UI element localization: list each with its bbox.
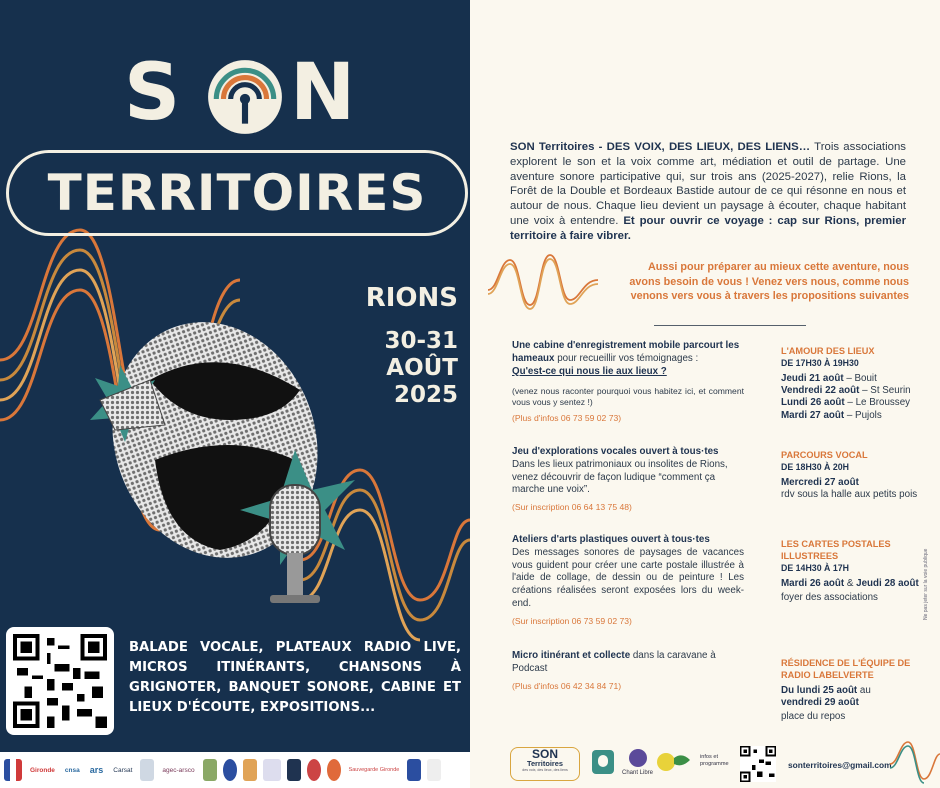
partner-logos — [0, 752, 470, 788]
schedule-cartes-postales — [781, 538, 940, 604]
activity-title: Micro itinérant et collecte — [512, 650, 631, 661]
title-letter-n: N — [290, 48, 360, 138]
schedule-line: place du repos — [781, 711, 846, 723]
schedule-line: Lundi 26 août – Le Broussey — [781, 397, 911, 409]
schedule-line: Mardi 26 août & Jeudi 28 août — [781, 578, 919, 589]
partner-logo: Gironde — [30, 766, 55, 774]
schedule-parcours-vocal — [781, 449, 940, 501]
activity-micro-itinerant — [512, 650, 744, 692]
partner-logo-mark — [407, 759, 421, 781]
schedule-line: Jeudi 21 août – Bouit — [781, 373, 877, 384]
flyer-footer — [510, 742, 940, 784]
divider — [654, 325, 806, 326]
activity-contact: (Plus d'infos 06 73 59 02 73) — [512, 413, 622, 424]
activity-text: Dans les lieux patrimoniaux ou insolites de Rions, venez découvrir de façon ludique “comment ça marche une voix”. — [512, 458, 728, 496]
vertical-note: Ne pas jeter sur la voie publique — [923, 548, 929, 620]
schedule-heading: RÉSIDENCE DE L'ÉQUIPE DE RADIO LABELVERTE — [781, 658, 911, 680]
schedule-hours: DE 17H30 À 19H30 — [781, 358, 859, 368]
schedule-heading: PARCOURS VOCAL — [781, 450, 868, 460]
call-to-action: Aussi pour préparer au mieux cette aventure, nous avons besoin de vous ! Venez vers nous, comme nous venons vers vous à travers les propositions suivantes — [629, 261, 909, 302]
chant-libre-logo: Chant Libre — [622, 748, 653, 776]
labelverte-logo-icon — [656, 748, 692, 778]
schedule-line: Mardi 27 août – Pujols — [781, 409, 882, 421]
schedule-line: Du lundi 25 août au — [781, 685, 871, 696]
schedule-amour-des-lieux — [781, 345, 940, 422]
partner-logo-mark — [307, 759, 321, 781]
flyer — [470, 0, 940, 788]
territoires-banner — [6, 150, 468, 236]
intro-paragraph — [510, 140, 906, 244]
badge-tagline: des voix, des lieux, des liens — [522, 768, 568, 772]
partner-logo-mark — [427, 759, 441, 781]
partner-logo: cnsa — [64, 766, 80, 774]
activity-text: pour recueillir vos témoignages : — [554, 352, 699, 364]
activity-contact: (Plus d'infos 06 42 34 84 71) — [512, 680, 622, 691]
title-letter-s: S — [124, 48, 185, 138]
partner-logo-mark — [287, 759, 301, 781]
schedule-line: rdv sous la halle aux petits pois — [781, 489, 918, 501]
activity-title: Jeu d'explorations vocales ouvert à tous·tes — [512, 446, 719, 457]
infos-label: infos et programme — [700, 754, 729, 767]
mouth-microphone-illustration — [80, 310, 380, 620]
activity-vocal-game — [512, 446, 744, 514]
schedule-hours: DE 18H30 À 20H — [781, 462, 849, 472]
son-territoires-badge — [510, 747, 580, 781]
activity-art-workshop — [512, 534, 744, 628]
schedule-residence — [781, 657, 940, 724]
partner-logo-mark — [327, 759, 341, 781]
city-label: RIONS — [365, 283, 458, 313]
schedule-heading: LES CARTES POSTALES ILLUSTREES — [781, 539, 891, 561]
partner-logo-mark — [203, 759, 217, 781]
activity-text: dans la caravane à Podcast — [512, 650, 716, 674]
partner-logo-mark — [243, 759, 257, 781]
schedule-line: Vendredi 22 août – St Seurin — [781, 385, 911, 397]
qr-code[interactable] — [6, 627, 114, 735]
event-date — [384, 328, 458, 409]
date-line: 2025 — [393, 382, 458, 408]
schedule-heading: L'AMOUR DES LIEUX — [781, 346, 875, 356]
territoires-title: TERRITOIRES — [47, 164, 427, 222]
intro-closing: Et pour ouvrir ce voyage : cap sur Rions, premier territoire à faire vibrer. — [510, 214, 907, 242]
date-line: AOÛT — [386, 355, 458, 381]
schedule-line: vendredi 29 août — [781, 697, 859, 709]
activities-list: BALADE VOCALE, PLATEAUX RADIO LIVE, MICROS ITINÉRANTS, CHANSONS À GRIGNOTER, BANQUET SONORE, CABINE ET LIEUX D'ÉCOUTE, EXPOSITIONS... — [129, 640, 461, 715]
partner-logo: ars — [89, 765, 104, 775]
activity-title: Une cabine d'enregistrement mobile parcourt les hameaux — [512, 340, 740, 364]
sound-wave-icon — [488, 250, 598, 310]
partner-logo-mark — [223, 759, 237, 781]
partner-logo: Carsat — [113, 766, 133, 774]
activity-question: Qu'est-ce qui nous lie aux lieux ? — [512, 365, 667, 377]
schedule-line: foyer des associations — [781, 592, 878, 604]
contact-email[interactable]: sonterritoires@gmail.com — [788, 760, 892, 770]
son-title — [118, 48, 368, 138]
partner-logo-mark — [140, 759, 154, 781]
activity-contact: (Sur inscription 06 64 13 75 48) — [512, 502, 632, 513]
qr-code-icon — [13, 634, 107, 728]
badge-title: SON — [531, 747, 558, 761]
partner-logo: agec-arsco — [162, 766, 195, 774]
partner-logo-mark — [263, 759, 281, 781]
partner-logo: Sauvegarde Gironde — [348, 767, 400, 773]
sound-wave-icon — [890, 734, 940, 784]
qr-code-icon[interactable] — [740, 746, 776, 782]
badge-subtitle: Territoires — [526, 759, 563, 768]
activity-contact: (Sur inscription 06 73 59 02 73) — [512, 615, 632, 626]
intro-title: SON Territoires - DES VOIX, DES LIEUX, DES LIENS… — [510, 141, 811, 153]
activity-title: Ateliers d'arts plastiques ouvert à tous·tes — [512, 534, 710, 545]
association-logo-icon — [590, 748, 616, 778]
schedule-hours: DE 14H30 À 17H — [781, 563, 849, 573]
activity-note: (venez nous raconter pourquoi vous habitez ici, et comment vous vous y sentez !) — [512, 386, 744, 408]
activity-text: Des messages sonores de paysages de vacances vous guident pour créer une carte postale illustrée à l'aide de collage, de dessin ou de peinture ! Les créations réalisées seront exposées lors du week-end. — [512, 546, 744, 609]
date-line: 30-31 — [384, 328, 458, 354]
schedule-line: Mercredi 27 août — [781, 477, 859, 488]
chant-libre-icon — [627, 748, 649, 768]
republique-logo — [4, 759, 22, 781]
intro-body: Trois associations explorent le son et la voix comme art, médiation et outil de partage. Une aventure sonore participative qui, sur trois ans (2025-2027), relie Rions, la Forêt de la Double et Bordeaux Bastide autour de ce qui résonne en nous et autour de nous. Chaque lieu devient un paysage à écouter, chaque habitant une voix à entendre. — [510, 141, 906, 227]
activity-recording-cabin — [512, 340, 744, 425]
broadcast-icon — [204, 56, 286, 138]
